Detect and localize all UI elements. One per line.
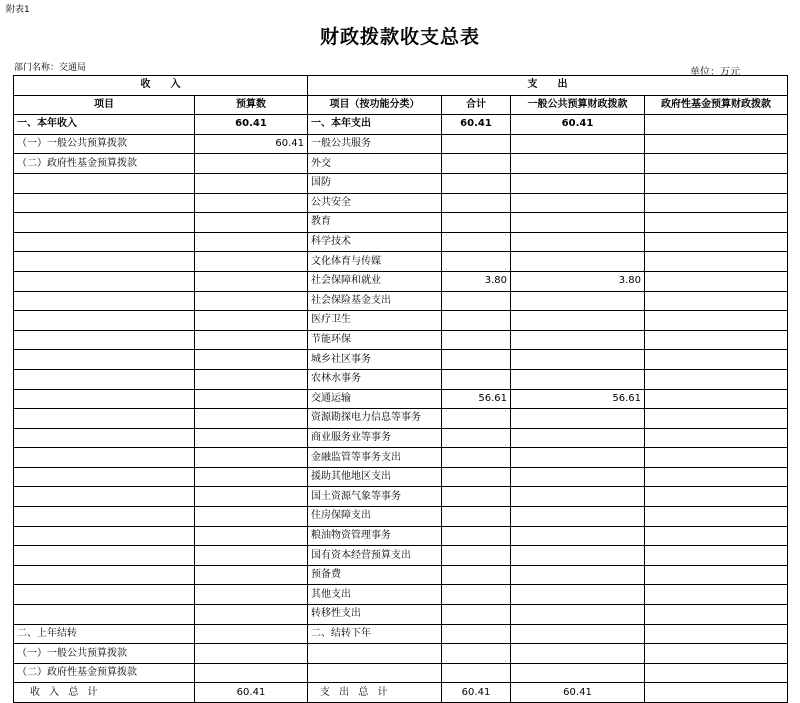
right-item-cell: 外交 [308,154,442,174]
fund-cell [645,311,788,331]
right-item-cell: 一般公共服务 [308,134,442,154]
left-value-cell [195,448,308,468]
right-item-cell: 科学技术 [308,232,442,252]
right-item-cell: 住房保障支出 [308,507,442,527]
general-cell [511,624,645,644]
fund-cell [645,213,788,233]
total-cell [442,213,511,233]
general-cell [511,213,645,233]
col-fund-header: 政府性基金预算财政拨款 [645,95,788,115]
right-item-cell: 国土资源气象等事务 [308,487,442,507]
left-item-cell: 一、本年收入 [14,115,195,135]
left-item-cell [14,330,195,350]
total-cell [442,409,511,429]
total-cell [442,448,511,468]
left-item-cell [14,565,195,585]
annex-label: 附表1 [6,5,30,15]
table-row [14,350,788,370]
left-value-cell [195,507,308,527]
general-cell [511,409,645,429]
left-value-cell: 60.41 [195,134,308,154]
fund-cell [645,154,788,174]
fund-cell [645,193,788,213]
left-value-cell [195,663,308,683]
expense-group-header: 支 出 [308,76,788,96]
total-cell [442,467,511,487]
right-item-cell: 公共安全 [308,193,442,213]
total-cell [442,154,511,174]
fund-cell [645,252,788,272]
general-cell [511,644,645,664]
left-value-cell [195,605,308,625]
left-value-cell [195,546,308,566]
table-row [14,605,788,625]
general-cell [511,448,645,468]
left-item-cell [14,193,195,213]
right-item-cell: 一、本年支出 [308,115,442,135]
total-cell [442,644,511,664]
fund-cell [645,134,788,154]
general-cell [511,585,645,605]
total-cell: 56.61 [442,389,511,409]
right-item-cell: 转移性支出 [308,605,442,625]
left-value-cell [195,173,308,193]
total-cell [442,487,511,507]
left-item-cell: （一）一般公共预算拨款 [14,644,195,664]
general-cell [511,252,645,272]
right-item-cell: 预备费 [308,565,442,585]
left-item-cell [14,585,195,605]
total-cell [442,663,511,683]
right-item-cell: 节能环保 [308,330,442,350]
left-item-cell [14,487,195,507]
left-value-cell [195,213,308,233]
fund-cell [645,624,788,644]
left-value-cell [195,330,308,350]
table-row [14,232,788,252]
table-row [14,213,788,233]
table-row [14,448,788,468]
right-item-cell: 二、结转下年 [308,624,442,644]
left-value-cell [195,291,308,311]
department-label: 部门名称：交通局 [14,63,87,73]
table-row [14,369,788,389]
fund-cell [645,232,788,252]
fund-cell [645,448,788,468]
general-cell [511,291,645,311]
general-cell [511,173,645,193]
right-item-cell: 教育 [308,213,442,233]
left-value-cell [195,624,308,644]
right-item-cell: 粮油物资管理事务 [308,526,442,546]
right-item-cell: 其他支出 [308,585,442,605]
header-row [14,95,788,115]
total-cell [442,546,511,566]
table-row [14,115,788,135]
expense-total-value: 60.41 [442,683,511,703]
table-row [14,565,788,585]
left-item-cell [14,311,195,331]
general-cell [511,605,645,625]
left-item-cell [14,271,195,291]
col-total-header: 合计 [442,95,511,115]
total-cell: 60.41 [442,115,511,135]
left-value-cell [195,350,308,370]
fund-cell [645,487,788,507]
general-cell [511,507,645,527]
total-cell [442,134,511,154]
right-item-cell: 商业服务业等事务 [308,428,442,448]
left-item-cell [14,526,195,546]
left-value-cell [195,389,308,409]
table-row [14,467,788,487]
general-cell [511,134,645,154]
fund-cell [645,409,788,429]
fund-cell [645,546,788,566]
left-item-cell [14,546,195,566]
table-row [14,271,788,291]
budget-table [13,75,788,703]
table-row [14,526,788,546]
fund-cell [645,644,788,664]
right-item-cell: 农林水事务 [308,369,442,389]
table-row [14,585,788,605]
right-item-cell: 社会保险基金支出 [308,291,442,311]
right-item-cell: 金融监管等事务支出 [308,448,442,468]
left-item-cell [14,213,195,233]
expense-total-label: 支 出 总 计 [308,683,442,703]
right-item-cell: 社会保障和就业 [308,271,442,291]
table-row [14,154,788,174]
fund-cell [645,526,788,546]
left-item-cell [14,291,195,311]
col-general-header: 一般公共预算财政拨款 [511,95,645,115]
total-cell [442,428,511,448]
general-cell [511,487,645,507]
table-row [14,173,788,193]
table-row [14,193,788,213]
fund-cell [645,428,788,448]
right-item-cell: 城乡社区事务 [308,350,442,370]
table-row [14,428,788,448]
fund-cell [645,565,788,585]
left-item-cell [14,467,195,487]
general-cell: 56.61 [511,389,645,409]
left-item-cell [14,605,195,625]
table-row [14,487,788,507]
left-value-cell [195,252,308,272]
table-row [14,134,788,154]
left-value-cell [195,154,308,174]
total-cell [442,526,511,546]
general-cell [511,154,645,174]
table-row [14,624,788,644]
table-row [14,252,788,272]
income-total-value: 60.41 [195,683,308,703]
general-cell [511,526,645,546]
total-cell: 3.80 [442,271,511,291]
expense-general-total: 60.41 [511,683,645,703]
total-cell [442,252,511,272]
fund-cell [645,330,788,350]
right-item-cell [308,644,442,664]
total-cell [442,311,511,331]
left-value-cell [195,409,308,429]
left-item-cell: （二）政府性基金预算拨款 [14,154,195,174]
left-value-cell [195,526,308,546]
left-item-cell: （一）一般公共预算拨款 [14,134,195,154]
right-item-cell: 文化体育与传媒 [308,252,442,272]
right-item-cell: 国有资本经营预算支出 [308,546,442,566]
fund-cell [645,173,788,193]
fund-cell [645,507,788,527]
left-item-cell [14,389,195,409]
total-cell [442,624,511,644]
left-item-cell [14,232,195,252]
total-cell [442,291,511,311]
fund-cell [645,115,788,135]
left-value-cell [195,565,308,585]
left-value-cell [195,467,308,487]
total-cell [442,232,511,252]
table-row [14,507,788,527]
left-item-cell [14,448,195,468]
left-item-cell: （二）政府性基金预算拨款 [14,663,195,683]
left-value-cell [195,644,308,664]
general-cell [511,663,645,683]
table-row [14,389,788,409]
general-cell: 3.80 [511,271,645,291]
left-value-cell [195,311,308,331]
right-item-cell: 援助其他地区支出 [308,467,442,487]
right-item-cell [308,663,442,683]
unit-label: 单位：万元 [690,67,740,78]
left-item-cell [14,428,195,448]
general-cell [511,369,645,389]
left-value-cell [195,271,308,291]
general-cell [511,350,645,370]
left-item-cell: 二、上年结转 [14,624,195,644]
left-item-cell [14,252,195,272]
general-cell [511,565,645,585]
general-cell [511,467,645,487]
total-cell [442,605,511,625]
total-cell [442,330,511,350]
total-cell [442,193,511,213]
table-row [14,546,788,566]
fund-cell [645,605,788,625]
total-cell [442,585,511,605]
fund-cell [645,467,788,487]
page-title: 财政拨款收支总表 [319,26,480,48]
left-value-cell [195,585,308,605]
total-cell [442,369,511,389]
table-row [14,291,788,311]
total-cell [442,507,511,527]
right-item-cell: 医疗卫生 [308,311,442,331]
left-value-cell [195,487,308,507]
left-item-cell [14,409,195,429]
left-value-cell [195,369,308,389]
general-cell [511,546,645,566]
left-item-cell [14,173,195,193]
total-cell [442,565,511,585]
left-item-cell [14,369,195,389]
col-budget-header: 预算数 [195,95,308,115]
general-cell [511,232,645,252]
fund-cell [645,663,788,683]
table-row [14,644,788,664]
right-item-cell: 交通运输 [308,389,442,409]
fund-cell [645,271,788,291]
general-cell [511,311,645,331]
total-cell [442,173,511,193]
general-cell: 60.41 [511,115,645,135]
total-cell [442,350,511,370]
general-cell [511,330,645,350]
col-item-header: 项目 [14,95,195,115]
fund-cell [645,350,788,370]
left-value-cell [195,193,308,213]
table-row [14,330,788,350]
income-group-header: 收 入 [14,76,308,96]
right-item-cell: 资源勘探电力信息等事务 [308,409,442,429]
table-row [14,311,788,331]
header-group-row [14,76,788,96]
left-value-cell [195,232,308,252]
fund-cell [645,585,788,605]
table-row [14,409,788,429]
left-item-cell [14,350,195,370]
general-cell [511,193,645,213]
table-body [14,76,788,703]
fund-cell [645,291,788,311]
left-value-cell: 60.41 [195,115,308,135]
left-value-cell [195,428,308,448]
fund-cell [645,369,788,389]
income-total-label: 收 入 总 计 [14,683,195,703]
left-item-cell [14,507,195,527]
right-item-cell: 国防 [308,173,442,193]
col-item-func-header: 项目（按功能分类） [308,95,442,115]
general-cell [511,428,645,448]
table-row [14,663,788,683]
fund-cell [645,389,788,409]
